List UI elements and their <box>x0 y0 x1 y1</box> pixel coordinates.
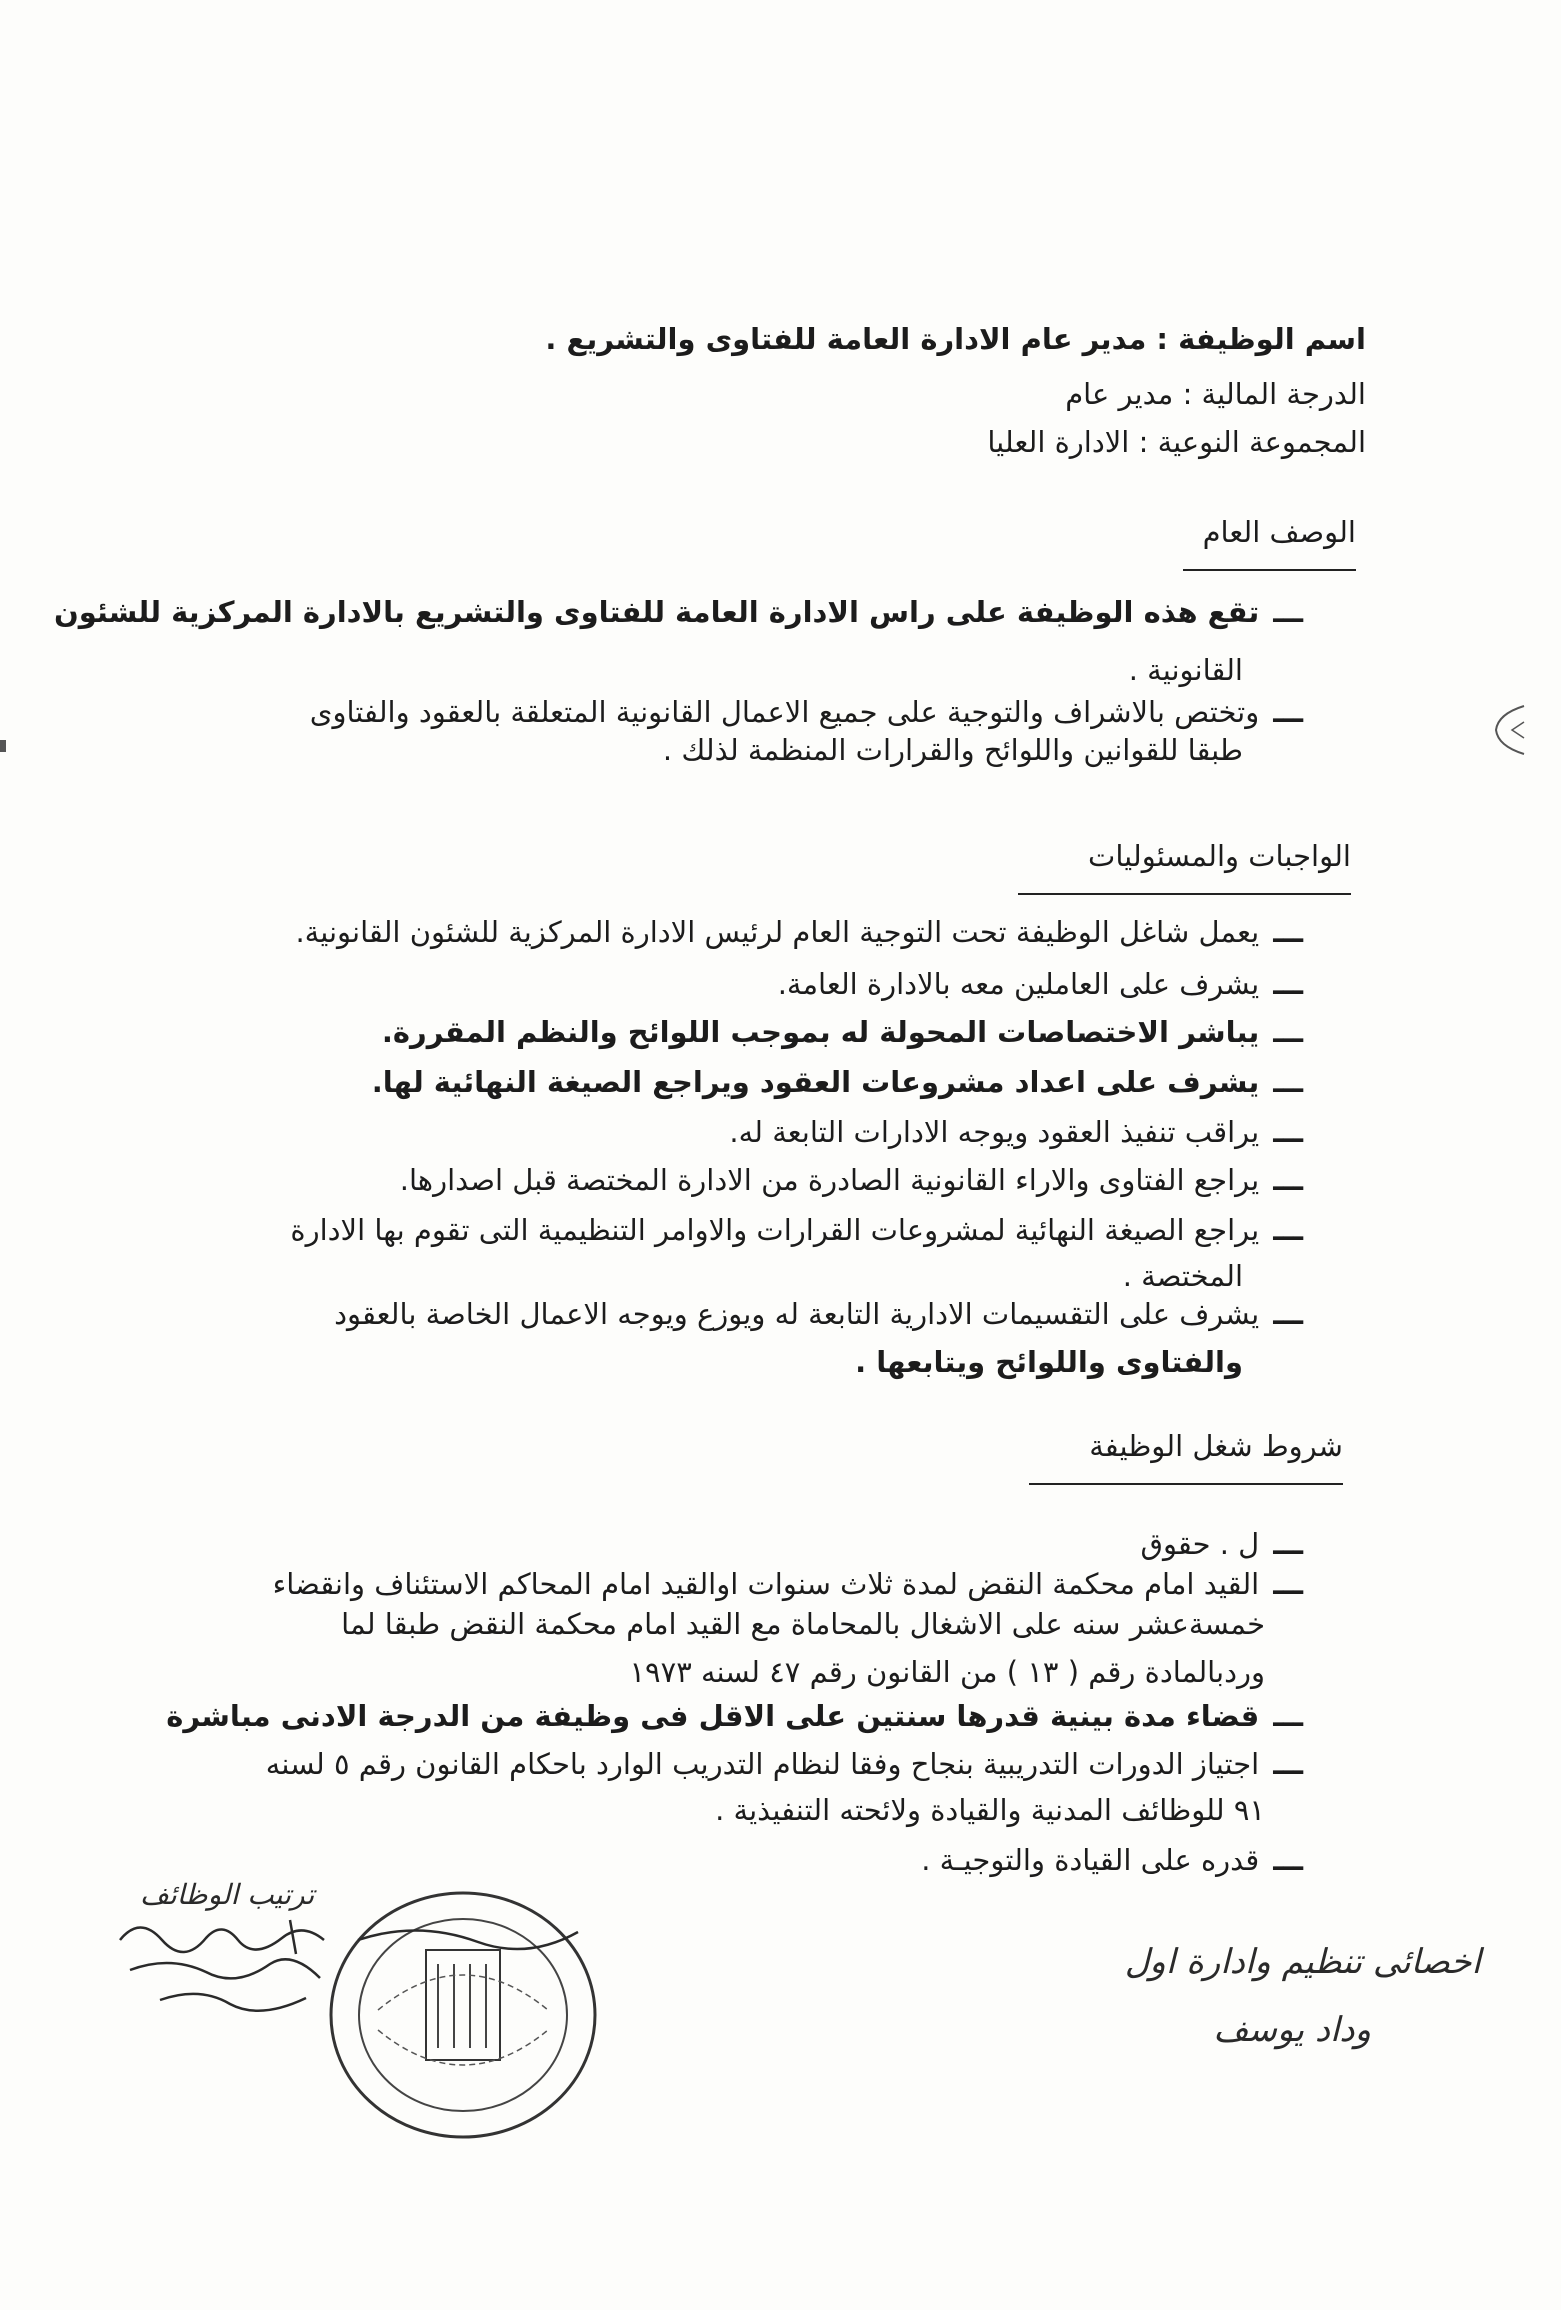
official-seal-icon <box>318 1880 608 2150</box>
dash-icon: ـــ <box>1273 1843 1303 1877</box>
general-item-2-continuation: طبقا للقوانين واللوائح والقرارات المنظمة لذلك . <box>662 733 1243 767</box>
dash-icon: ـــ <box>1273 695 1303 729</box>
condition-item-2-text: القيد امام محكمة النقض لمدة ثلاث سنوات اوالقيد امام المحاكم الاستئناف وانقضاء <box>272 1567 1260 1601</box>
duty-item-6 <box>399 1163 1303 1197</box>
general-item-2-text: وتختص بالاشراف والتوجية على جميع الاعمال القانونية المتعلقة بالعقود والفتاوى <box>309 695 1260 729</box>
dash-icon: ـــ <box>1273 967 1303 1001</box>
handwritten-right-note-2: وداد يوسف <box>1213 2010 1371 2050</box>
duty-item-4 <box>371 1065 1303 1099</box>
dash-icon: ـــ <box>1273 1747 1303 1781</box>
condition-item-2 <box>272 1567 1303 1601</box>
job-title-line: اسم الوظيفة : مدير عام الادارة العامة للفتاوى والتشريع . <box>545 322 1366 356</box>
duty-item-7-continuation: المختصة . <box>1122 1259 1243 1293</box>
duty-item-2-text: يشرف على العاملين معه بالادارة العامة. <box>777 967 1260 1001</box>
dash-icon: ـــ <box>1273 1213 1303 1247</box>
condition-item-2-continuation-1: خمسةعشر سنه على الاشغال بالمحاماة مع القيد امام محكمة النقض طبقا لما <box>341 1607 1265 1641</box>
duty-item-8-continuation: والفتاوى واللوائح ويتابعها . <box>855 1345 1243 1379</box>
condition-item-3 <box>166 1699 1303 1733</box>
duty-item-3 <box>381 1015 1303 1049</box>
condition-item-4-continuation: ٩١ للوظائف المدنية والقيادة ولائحته التنفيذية . <box>715 1793 1265 1827</box>
duty-item-7 <box>290 1213 1303 1247</box>
condition-item-4 <box>265 1747 1303 1781</box>
dash-icon: ـــ <box>1273 1699 1303 1733</box>
general-item-1 <box>53 595 1303 629</box>
general-item-1-text: تقع هذه الوظيفة على راس الادارة العامة للفتاوى والتشريع بالادارة المركزية للشئون <box>53 595 1260 629</box>
duty-item-1 <box>295 915 1303 949</box>
margin-tick <box>0 740 6 752</box>
condition-item-2-continuation-2: وردبالمادة رقم ( ١٣ ) من القانون رقم ٤٧ لسنه ١٩٧٣ <box>629 1655 1265 1689</box>
dash-icon: ـــ <box>1273 1297 1303 1331</box>
dash-icon: ـــ <box>1273 915 1303 949</box>
duty-item-6-text: يراجع الفتاوى والاراء القانونية الصادرة من الادارة المختصة قبل اصدارها. <box>399 1163 1260 1197</box>
duty-item-5-text: يراقب تنفيذ العقود ويوجه الادارات التابعة له. <box>729 1115 1260 1149</box>
duties-heading: الواجبات والمسئوليات <box>1018 842 1351 895</box>
signature-icon <box>110 1900 340 2030</box>
duty-item-8-text: يشرف على التقسيمات الادارية التابعة له ويوزع ويوجه الاعمال الخاصة بالعقود <box>334 1297 1260 1331</box>
dash-icon: ـــ <box>1273 1163 1303 1197</box>
handwritten-left-note: ترتيب الوظائف <box>140 1878 315 1911</box>
condition-item-3-text: قضاء مدة بينية قدرها سنتين على الاقل فى وظيفة من الدرجة الادنى مباشرة <box>166 1699 1260 1733</box>
duty-item-8 <box>334 1297 1303 1331</box>
general-description-heading: الوصف العام <box>1183 518 1356 571</box>
handwritten-right-note-1: اخصائى تنظيم وادارة اول <box>1124 1942 1481 1982</box>
duty-item-2 <box>777 967 1303 1001</box>
duty-item-4-text: يشرف على اعداد مشروعات العقود ويراجع الصيغة النهائية لها. <box>371 1065 1260 1099</box>
dash-icon: ـــ <box>1273 1567 1303 1601</box>
duty-item-3-text: يباشر الاختصاصات المحولة له بموجب اللوائح والنظم المقررة. <box>381 1015 1260 1049</box>
dash-icon: ـــ <box>1273 1015 1303 1049</box>
condition-item-5-text: قدره على القيادة والتوجيـة . <box>921 1843 1260 1877</box>
grade-line: الدرجة المالية : مدير عام <box>1065 377 1366 411</box>
duty-item-5 <box>729 1115 1303 1149</box>
duty-item-7-text: يراجع الصيغة النهائية لمشروعات القرارات والاوامر التنظيمية التى تقوم بها الادارة <box>290 1213 1260 1247</box>
dash-icon: ـــ <box>1273 1527 1303 1561</box>
margin-bracket-icon <box>1490 700 1530 760</box>
condition-item-5 <box>921 1843 1303 1877</box>
general-item-1-continuation: القانونية . <box>1128 653 1243 687</box>
condition-item-1-text: ل . حقوق <box>1140 1527 1260 1561</box>
condition-item-1 <box>1140 1527 1303 1561</box>
dash-icon: ـــ <box>1273 595 1303 629</box>
dash-icon: ـــ <box>1273 1065 1303 1099</box>
conditions-heading: شروط شغل الوظيفة <box>1029 1432 1343 1485</box>
duty-item-1-text: يعمل شاغل الوظيفة تحت التوجية العام لرئيس الادارة المركزية للشئون القانونية. <box>295 915 1260 949</box>
general-item-2 <box>309 695 1303 729</box>
group-line: المجموعة النوعية : الادارة العليا <box>987 425 1366 459</box>
dash-icon: ـــ <box>1273 1115 1303 1149</box>
condition-item-4-text: اجتياز الدورات التدريبية بنجاح وفقا لنظام التدريب الوارد باحكام القانون رقم ٥ لسنه <box>265 1747 1260 1781</box>
